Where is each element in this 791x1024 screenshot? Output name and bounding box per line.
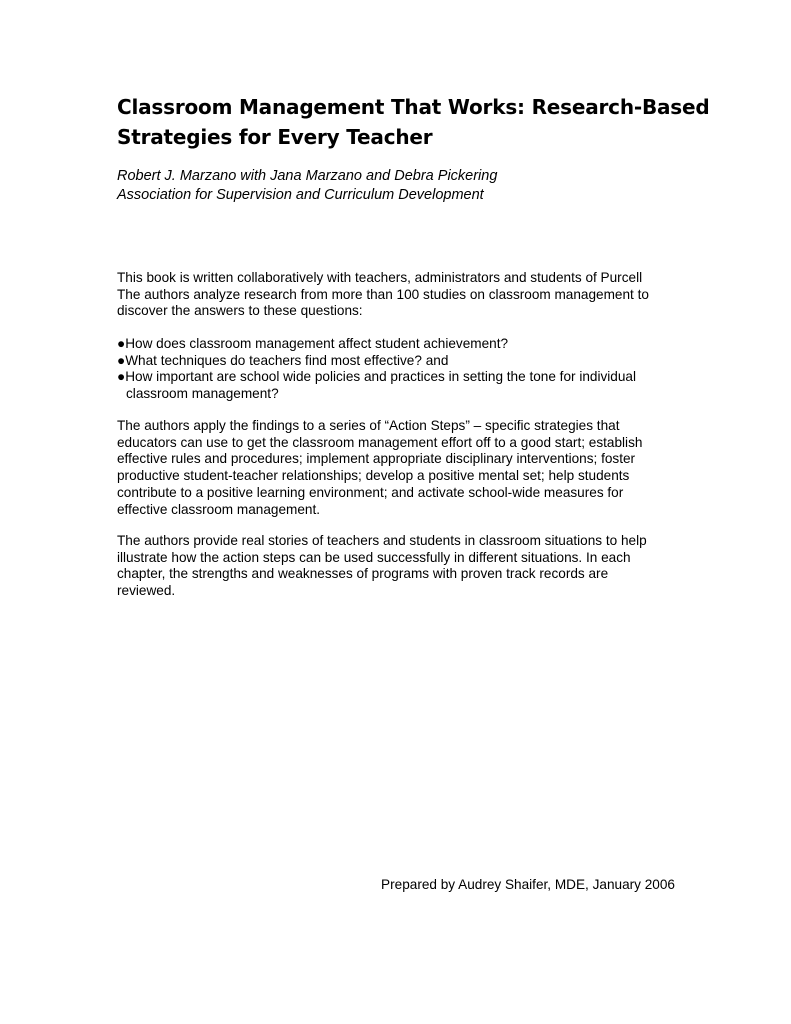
- paragraph-line: The authors apply the findings to a series of “Action Steps” – specific strategies that: [117, 418, 620, 433]
- paragraph-line: productive student-teacher relationships; develop a positive mental set; help students: [117, 468, 630, 484]
- stories-paragraph: [117, 533, 717, 600]
- publisher-line: Association for Supervision and Curriculum Development: [117, 187, 484, 203]
- paragraph-line: discover the answers to these questions:: [117, 303, 363, 319]
- questions-list: [117, 336, 717, 403]
- byline: [117, 167, 717, 205]
- paragraph-line: This book is written collaboratively with teachers, administrators and students of Purcell: [117, 270, 643, 285]
- authors-line: Robert J. Marzano with Jana Marzano and Debra Pickering: [117, 168, 498, 184]
- paragraph-line: The authors analyze research from more than 100 studies on classroom management to: [117, 286, 649, 302]
- title-line: Classroom Management That Works: Research-Based: [117, 95, 710, 119]
- list-item: ●How important are school wide policies and practices in setting the tone for individual: [117, 369, 637, 385]
- paragraph-line: educators can use to get the classroom management effort off to a good start; establish: [117, 434, 643, 450]
- list-item-continuation: classroom management?: [126, 386, 279, 402]
- action-steps-paragraph: [117, 418, 717, 518]
- list-item: ●How does classroom management affect student achievement?: [117, 336, 509, 351]
- list-item: ●What techniques do teachers find most effective? and: [117, 352, 449, 368]
- title-line: Strategies for Every Teacher: [117, 125, 433, 149]
- paragraph-line: reviewed.: [117, 583, 176, 599]
- prepared-by-footer: Prepared by Audrey Shaifer, MDE, January 2006: [381, 877, 675, 892]
- paragraph-line: effective classroom management.: [117, 501, 320, 517]
- paragraph-line: The authors provide real stories of teachers and students in classroom situations to help: [117, 533, 647, 548]
- document-title: [117, 92, 717, 152]
- paragraph-line: illustrate how the action steps can be used successfully in different situations. In each: [117, 549, 631, 565]
- paragraph-line: contribute to a positive learning environment; and activate school-wide measures for: [117, 484, 624, 500]
- intro-paragraph: [117, 270, 717, 320]
- paragraph-line: effective rules and procedures; implement appropriate disciplinary interventions; foster: [117, 451, 636, 467]
- paragraph-line: chapter, the strengths and weaknesses of programs with proven track records are: [117, 566, 609, 582]
